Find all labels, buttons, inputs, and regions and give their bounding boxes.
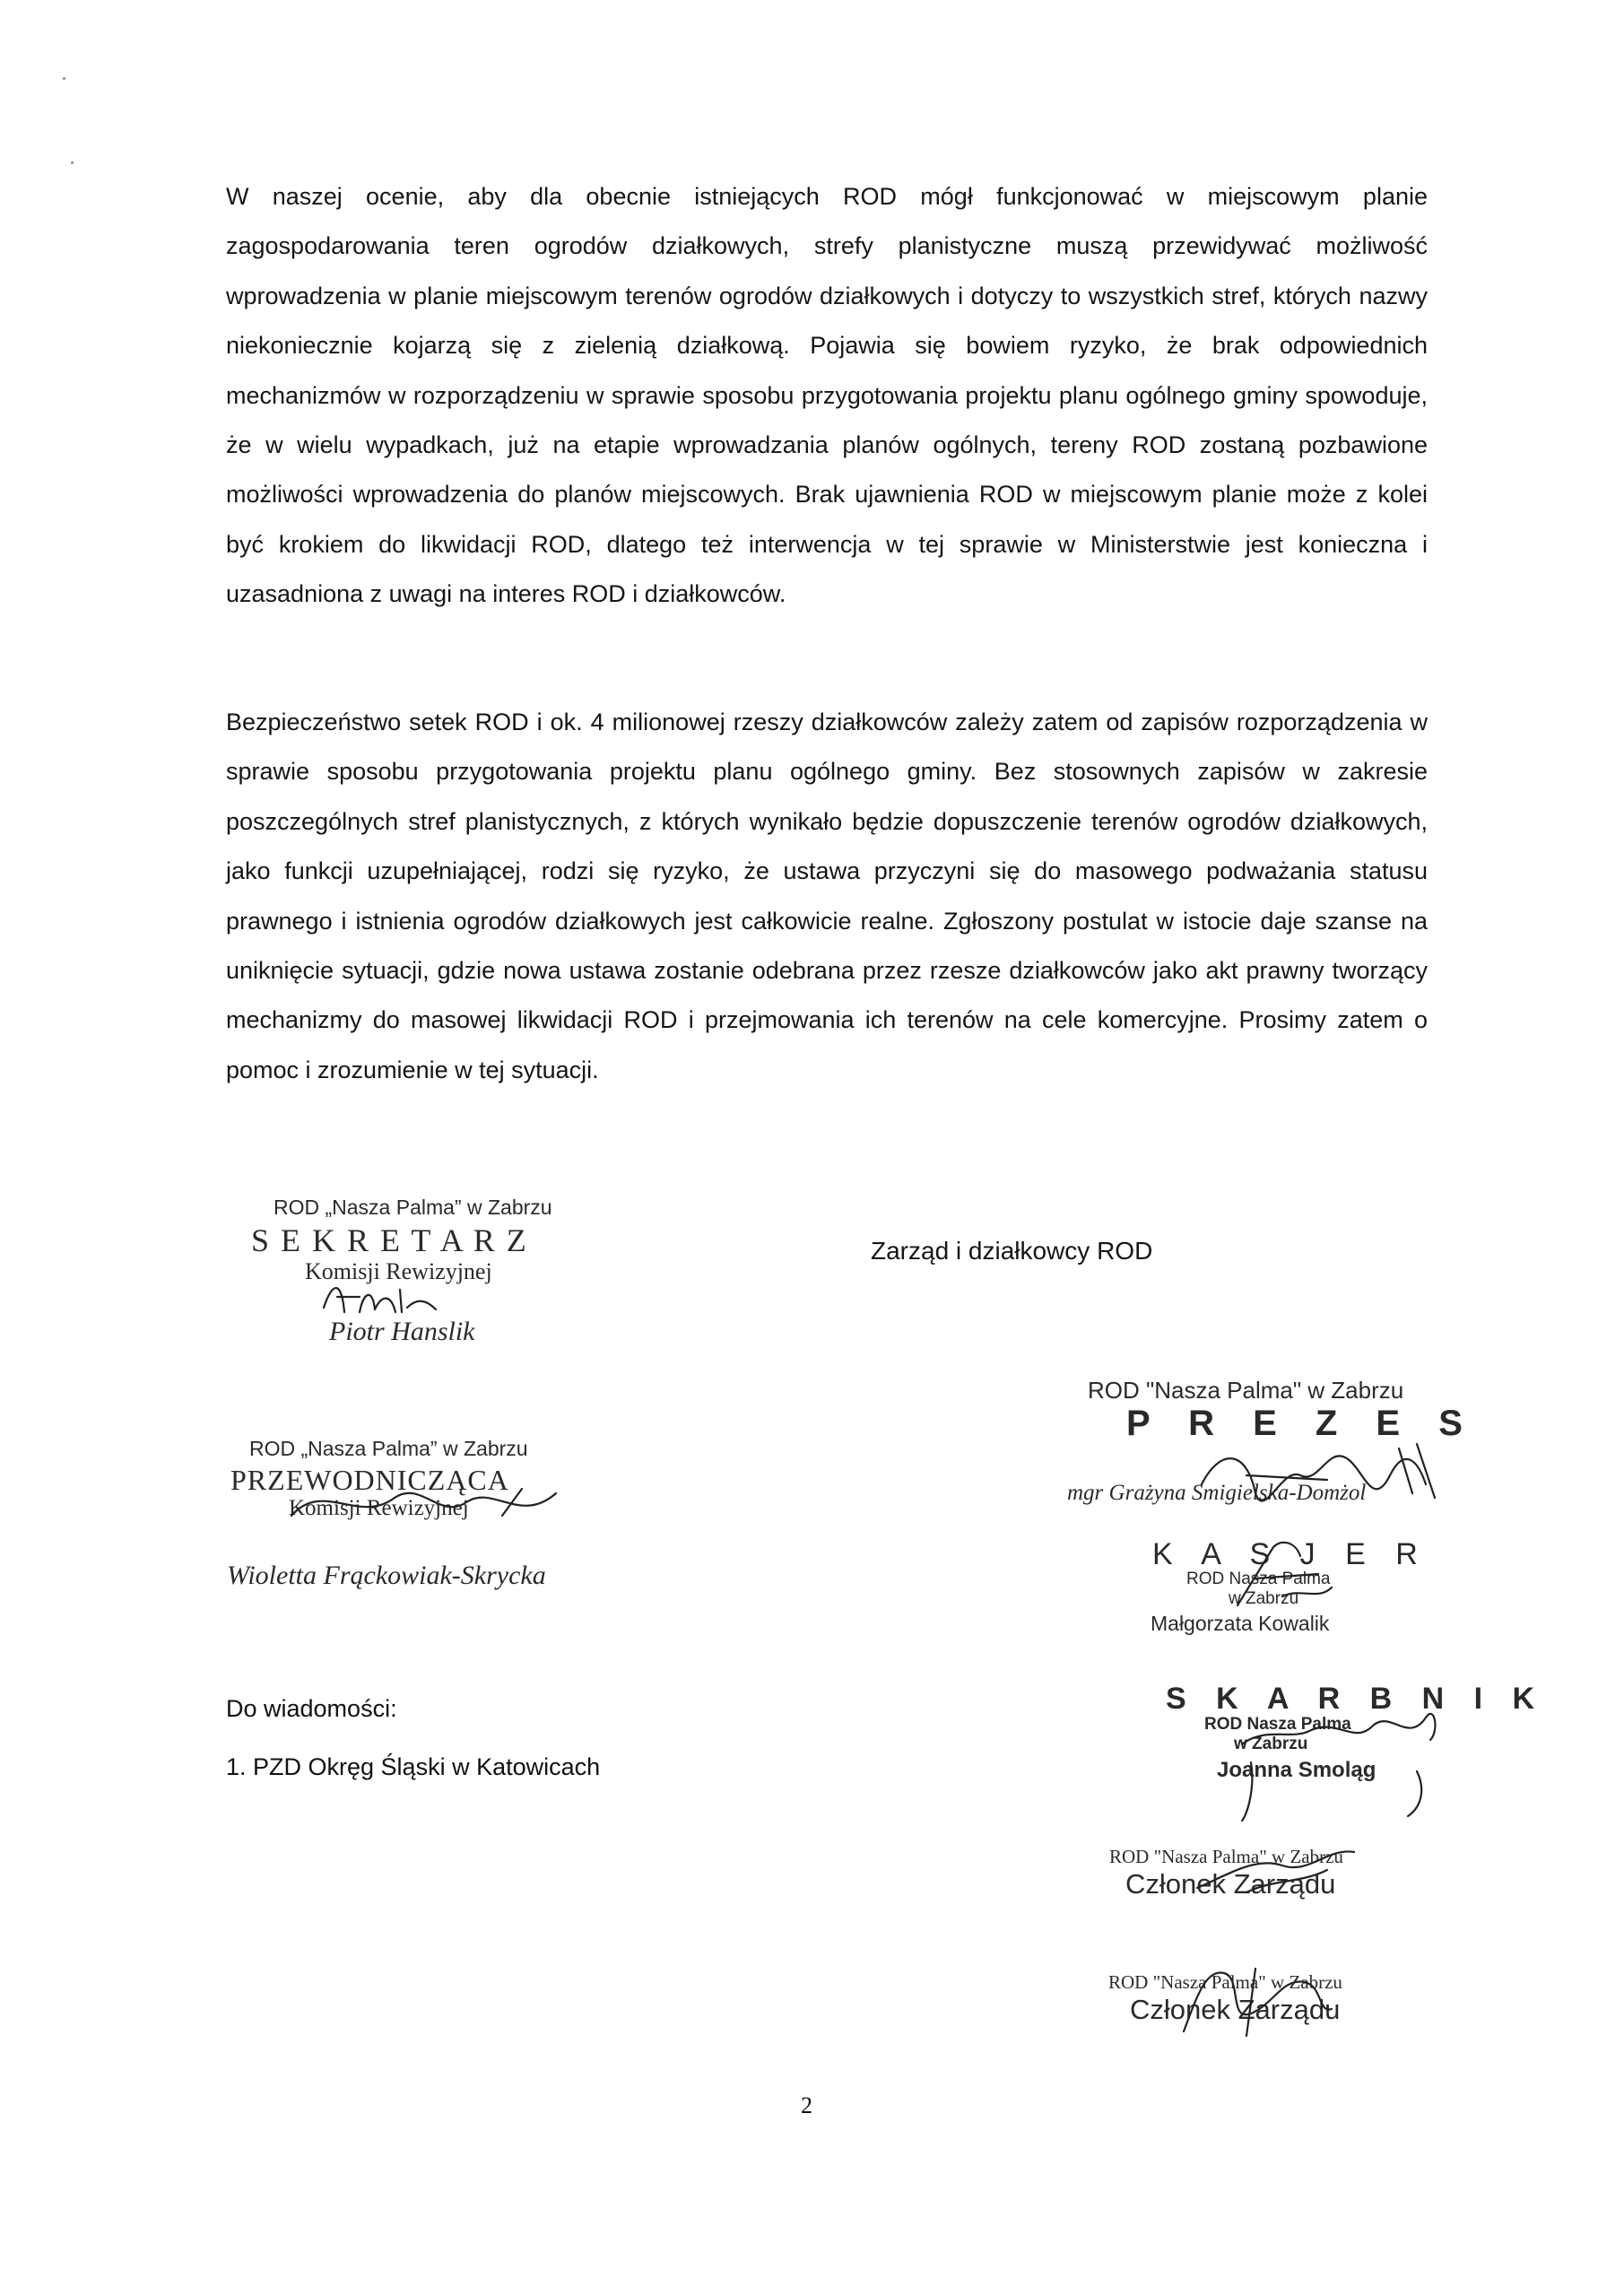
board-heading: Zarząd i działkowcy ROD (871, 1237, 1153, 1265)
stamp-org: ROD "Nasza Palma" w Zabrzu (1109, 1846, 1343, 1867)
stamp-org-line1: ROD Nasza Palma (1186, 1570, 1331, 1588)
signature-image (1175, 1960, 1336, 2040)
stamp-org-line1: ROD Nasza Palma (1204, 1715, 1351, 1734)
page-number: 2 (801, 2092, 812, 2118)
stamp-role: Członek Zarządu (1130, 1994, 1341, 2025)
stamp-body: Komisji Rewizyjnej (289, 1496, 469, 1520)
scan-speck (63, 77, 65, 80)
stamp-name: mgr Grażyna Smigielska-Domżol (1067, 1481, 1367, 1505)
stamp-role: S E K R E T A R Z (251, 1222, 528, 1258)
stamp-org-line2: w Zabrzu (1234, 1735, 1308, 1753)
stamp-name: Joanna Smoląg (1217, 1758, 1376, 1782)
stamp-role: S K A R B N I K (1166, 1682, 1546, 1716)
stamp-role: K A S J E R (1152, 1537, 1429, 1571)
stamp-org: ROD „Nasza Palma” w Zabrzu (249, 1437, 528, 1460)
stamp-role: PRZEWODNICZĄCA (230, 1464, 509, 1496)
stamp-body: Komisji Rewizyjnej (305, 1258, 492, 1284)
stamp-org: ROD "Nasza Palma" w Zabrzu (1088, 1377, 1404, 1404)
signature-image (1220, 1534, 1345, 1614)
signature-image (1193, 1431, 1462, 1529)
signature-image (1193, 1839, 1363, 1901)
notice-item: 1. PZD Okręg Śląski w Katowicach (226, 1753, 601, 1780)
paragraph-2: Bezpieczeństwo setek ROD i ok. 4 milionowej rzeszy działkowców zależy zatem od zapisów rozporządzenia w sprawie sposobu przygotowania projektu planu ogólnego gminy. Bez stosownych zapisów w zakresie poszczególnych stref planistycznych, z których wynikało będzie dopuszczenie terenów ogrodów działkowych, jako funkcji uzupełniającej, rodzi się ryzyko, że ustawa przyczyni się do masowego podważania statusu prawnego i istnienia ogrodów działkowych jest całkowicie realne. Zgłoszony postulat w istocie daje szanse na uniknięcie sytuacji, gdzie nowa ustawa zostanie odebrana przez rzesze działkowców jako akt prawny tworzący mechanizmy do masowej likwidacji ROD i przejmowania ich terenów na cele komercyjne. Prosimy zatem o pomoc i zrozumienie w tej sytuacji. (226, 709, 1428, 1083)
notice-heading: Do wiadomości: (226, 1695, 397, 1722)
stamp-name: Wioletta Frąckowiak-Skrycka (227, 1561, 546, 1590)
paragraph-1: W naszej ocenie, aby dla obecnie istniejących ROD mógł funkcjonować w miejscowym planie zagospodarowania teren ogrodów działkowych, strefy planistyczne muszą przewidywać możliwość wprowadzenia w planie miejscowym terenów ogrodów działkowych i dotyczy to wszystkich stref, których nazwy niekoniecznie kojarzą się z zielenią działkową. Pojawia się bowiem ryzyko, że brak odpowiednich mechanizmów w rozporządzeniu w sprawie sposobu przygotowania projektu planu ogólnego gminy spowoduje, że w wielu wypadkach, już na etapie wprowadzania planów ogólnych, tereny ROD zostaną pozbawione możliwości wprowadzenia do planów miejscowych. Brak ujawnienia ROD w miejscowym planie może z kolei być krokiem do likwidacji ROD, dlatego też interwencja w tej sprawie w Ministerstwie jest konieczna i uzasadniona z uwagi na interes ROD i działkowców. (226, 183, 1428, 608)
signature-image (319, 1272, 445, 1326)
stamp-role: P R E Z E S (1126, 1404, 1477, 1443)
stamp-role: Członek Zarządu (1125, 1868, 1336, 1900)
signature-image (1238, 1691, 1444, 1825)
signature-image (287, 1471, 574, 1534)
stamp-org-line2: w Zabrzu (1229, 1589, 1299, 1608)
stamp-org: ROD "Nasza Palma" w Zabrzu (1108, 1971, 1342, 1993)
scan-speck (71, 161, 74, 164)
stamp-name: Piotr Hanslik (329, 1317, 475, 1346)
stamp-org: ROD „Nasza Palma” w Zabrzu (274, 1196, 552, 1219)
stamp-name: Małgorzata Kowalik (1151, 1612, 1330, 1635)
